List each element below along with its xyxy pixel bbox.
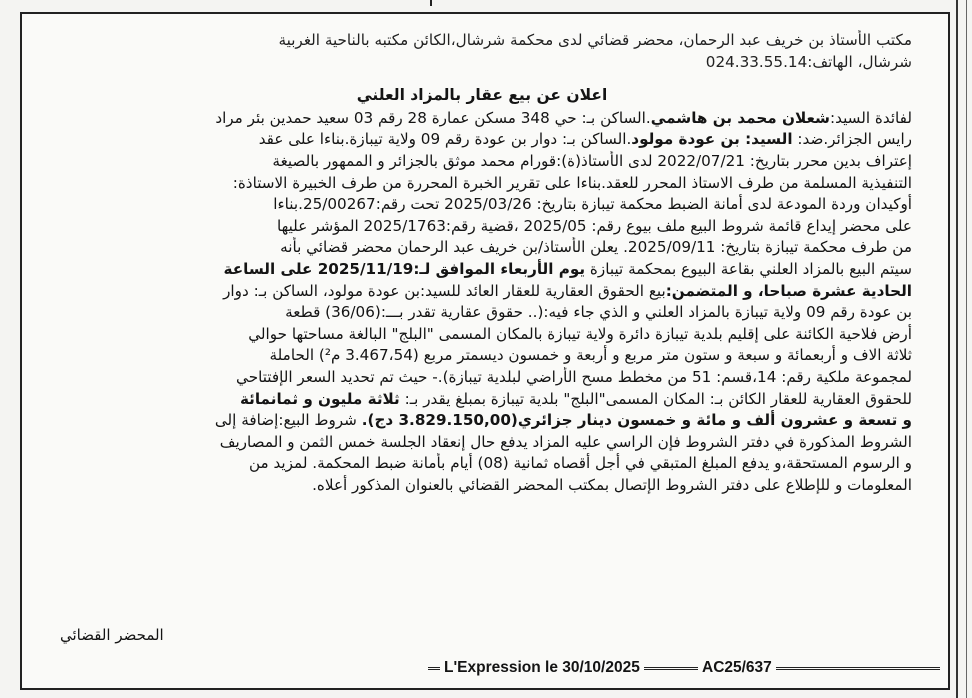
scan-mark (430, 0, 432, 6)
beneficiary-name: شعلان محمد بن هاشمي (650, 108, 830, 127)
body-line-13: لمجموعة ملكية رقم: 14،قسم: 51 من مخطط مسح الأراضي لبلدية تيبازة).- حيث تم تحديد السعر الإفتتاحي (236, 367, 912, 386)
body-line-12: ثلاثة الاف و أربعمائة و سبعة و ستون متر مربع و أربعة و خمسون ديسمتر مربع (3.467،54 م²) الحاملة (269, 346, 912, 365)
body-line-14 (52, 389, 912, 411)
sale-venue: سيتم البيع بالمزاد العلني بقاعة البيوع بمحكمة تيبازة (585, 259, 912, 278)
body-line-16: الشروط المذكورة في دفتر الشروط فإن الراسي عليه المزاد يدفع حال إنعقاد الجلسة خمس الثمن و المصاريف (219, 432, 912, 451)
header-office-line: مكتب الأستاذ بن خريف عبد الرحمان، محضر قضائي لدى محكمة شرشال،الكائن مكتبه بالناحية الغربية (278, 31, 912, 49)
scan-edge-line-thin (966, 0, 967, 698)
body-line-9 (52, 281, 912, 303)
notice-body (52, 30, 912, 496)
notice-title: اعلان عن بيع عقار بالمزاد العلني (356, 86, 608, 105)
beneficiary-label: لفائدة السيد: (830, 108, 912, 127)
publication-footer (428, 657, 948, 679)
body-line-15 (52, 410, 912, 432)
body-line-1 (52, 108, 912, 130)
body-line-7: من طرف محكمة تيبازة بتاريخ: 2025/09/11. يعلن الأستاذ/بن خريف عبد الرحمان محضر قضائي بأنه (280, 238, 912, 257)
publication-name-date: L'Expression le 30/10/2025 (440, 657, 644, 679)
body-line-11: أرض فلاحية الكائنة على إقليم بلدية تيبازة دائرة ولاية تيبازة بالمكان المسمى "البلج" البالغة مساحتها حوالي (248, 324, 912, 343)
sale-time: الحادية عشرة صباحا، و المتضمن: (665, 281, 912, 300)
price-words-start: ثلاثة مليون و ثمانمائة (239, 389, 400, 408)
body-line-5: أوكيدان وردة المودعة لدى أمانة الضبط محكمة تيبازة بتاريخ: 2025/03/26 تحت رقم:25/00267.بناءا (273, 195, 912, 214)
price-words-end: و تسعة و عشرون ألف و مائة و خمسون دينار جزائري(3.829.150,00 دج). (361, 411, 912, 430)
signature-block (60, 626, 202, 644)
body-line-8 (52, 259, 912, 281)
body-line-3: إعتراف بدين محرر بتاريخ: 2022/07/21 لدى الأستاذ(ة):قورام محمد موثق بالجزائر و الممهور بالصيغة (272, 151, 912, 170)
beneficiary-address: .الساكن بـ: حي 348 مسكن عمارة 28 رقم 03 سعيد حمدين بئر مراد (215, 108, 651, 127)
body-line-10: بن عودة رقم 09 ولاية تيبازة بالمزاد العلني و الذي جاء فيه:(.. حقوق عقارية تقدر بـــ:(36/06) قطعة (285, 303, 912, 322)
body-line-4: التنفيذية المسلمة من طرف الاستاذ المحرر للعقد.بناءا على تقرير الخبرة المحررة من طرف الخبيرة الاستاذة: (232, 173, 912, 192)
body-line-6: على محضر إيداع قائمة شروط البيع ملف بيوع رقم: 2025/05 ،قضية رقم:2025/1763 المؤشر عليها (276, 216, 912, 235)
signature-label: المحضر القضائي (60, 626, 164, 644)
notice-reference: AC25/637 (698, 657, 776, 679)
conditions-label: شروط البيع:إضافة إلى (214, 411, 362, 430)
price-intro: للحقوق العقارية للعقار الكائن بـ: المكان المسمى"البلج" بلدية تيبازة بمبلغ يقدر بـ: (399, 389, 912, 408)
header-phone-line: شرشال، الهاتف:024.33.55.14 (705, 52, 912, 71)
sale-date: يوم الأربعاء الموافق لـ:2025/11/19 على الساعة (223, 259, 586, 278)
sale-subject: بيع الحقوق العقارية للعقار العائد للسيد:بن عودة مولود، الساكن بـ: دوار (223, 281, 666, 300)
body-line-17: و الرسوم المستحقة،و يدفع المبلغ المتبقي في أجل أقصاه ثمانية (08) أيام بأمانة ضبط المحكمة. لمزيد من (248, 454, 912, 473)
debtor-name: السيد: بن عودة مولود (631, 130, 793, 149)
body-line-2 (52, 129, 912, 151)
scan-edge-line (956, 0, 958, 698)
debtor-address: .الساكن بـ: دوار بن عودة رقم 09 ولاية تيبازة.بناءا على عقد (258, 130, 632, 149)
against-label: رايس الجزائر.ضد: (792, 130, 912, 149)
body-line-18: المعلومات و للإطلاع على دفتر الشروط الإتصال بمكتب المحضر القضائي بالعنوان المذكور أعلاه. (312, 475, 912, 494)
